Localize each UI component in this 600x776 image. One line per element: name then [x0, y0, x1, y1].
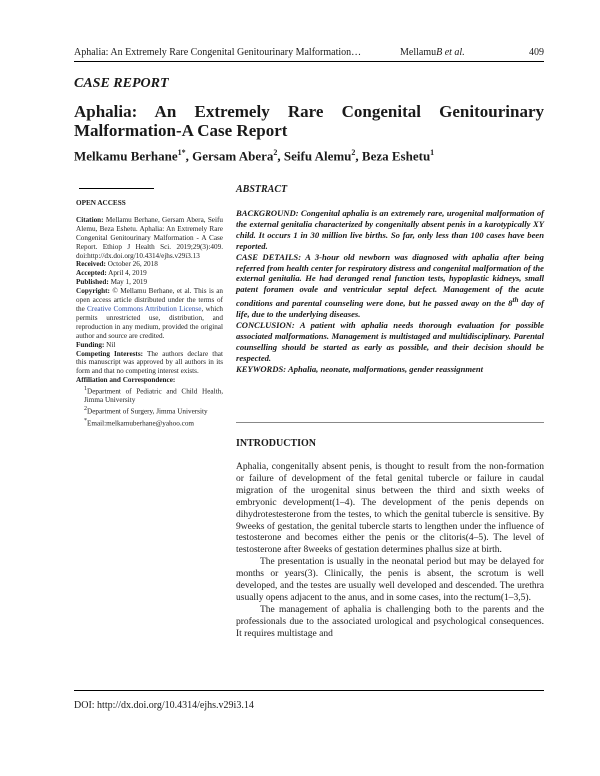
author-affiliation-mark: 1: [430, 148, 435, 157]
author-list: Melkamu Berhane$^{1*}$, Gersam Abera$^2$, Seifu Alemu$^2$, Beza Eshetu$^1$: [74, 148, 435, 164]
article-info-sidebar: [76, 199, 223, 428]
author-affiliation-mark: 2: [273, 148, 278, 157]
introduction-heading: INTRODUCTION: [236, 438, 317, 449]
paragraph: The management of aphalia is challenging both to the parents and the professionals due to the associated urological and psychological consequences. It requires multistage and: [236, 604, 544, 639]
abstract-rule: [236, 422, 544, 423]
running-title: Aphalia: An Extremely Rare Congenital Genitourinary Malformation…: [74, 47, 362, 58]
citation: Citation: Mellamu Berhane, Gersam Abera, Seifu Alemu, Beza Eshetu. Aphalia: An Extremely Rare Congenital Genitourinary Malformation - A Case Report. Ethiop J Health Sci. 2019;29(3):409. doi:http://dx.doi.org/10.4314/ejhs.v29i3.13: [76, 215, 223, 260]
author-name: Melkamu Berhane: [74, 148, 178, 164]
affiliation-item: $^2$Department of Surgery, Jimma University: [84, 406, 208, 416]
received-date: Received: October 26, 2018: [76, 260, 158, 269]
page-number: 409: [529, 47, 544, 58]
abstract-conclusion: CONCLUSION: A patient with aphalia needs thorough evaluation for possible associated malformations. Management is multistaged and multidisciplinary. Parental counselling should be started as early as possible, and their decision should be respected.: [236, 319, 544, 363]
section-label: CASE REPORT: [74, 76, 169, 91]
funding: Funding: Nil: [76, 340, 116, 349]
author-affiliation-mark: 2: [351, 148, 356, 157]
author-name: Seifu Alemu: [283, 148, 352, 164]
author-affiliation-mark: 1*: [177, 148, 186, 157]
open-access-label: OPEN ACCESS: [76, 199, 126, 207]
footer-rule: [74, 690, 544, 691]
article-title: Aphalia: An Extremely Rare Congenital Genitourinary Malformation-A Case Report: [74, 102, 544, 140]
creative-commons-link[interactable]: Creative Commons Attribution License: [87, 304, 202, 313]
abstract-keywords: KEYWORDS: Aphalia, neonate, malformations, gender reassignment: [236, 363, 484, 374]
running-authors: MellamuB et al.: [400, 47, 465, 58]
published-date: Published: May 1, 2019: [76, 278, 148, 287]
paragraph: The presentation is usually in the neonatal period but may be delayed for months or years(3). Clinically, the penis is absent, the scrotum is well developed, and the testes are usually well developed and descended. The urethra usually opens adjacent to the anus, and in some cases, into the rectum(1–3,5).: [236, 557, 544, 603]
copyright: Copyright: © Mellamu Berhane, et al. This is an open access article distributed under the terms of the Creative Commons Attribution License, which permits unrestricted use, distribution, and reproduction in any medium, provided the original author and source are credited.: [76, 287, 224, 340]
paragraph: Aphalia, congenitally absent penis, is thought to result from the non-formation or failure of development of the fetal genital tubercle or failure in caudal migration of the urogenital sinus between the third and sixth weeks of embryonic development(1–4). The development of the penis depends on dihydrotestesterone from the testes, to which the genital tubercle is sensitive. By 9weeks of gestation, the genital tubercle starts to lengthen under the influence of testosterone and becomes either the penis or the clitoris(4–5). The level of testosterone after 8weeks of gestation determines phallus size at birth.: [236, 462, 544, 556]
correspondence-email: *Email:melkamuberhane@yahoo.com: [84, 417, 195, 428]
sidebar-rule: [79, 188, 154, 189]
competing-interests: Competing Interests: The authors declare that this manuscript was approved by all authors in its form and that no competing interest exists.: [76, 349, 223, 376]
author-name: Beza Eshetu: [361, 148, 431, 164]
abstract-heading: ABSTRACT: [236, 184, 288, 195]
header-rule: [74, 61, 544, 62]
introduction-body: [236, 462, 544, 641]
accepted-date: Accepted: April 4, 2019: [76, 269, 147, 278]
doi-footer: DOI: http://dx.doi.org/10.4314/ejhs.v29i3.14: [74, 700, 254, 711]
abstract-case-details: CASE DETAILS: A 3-hour old newborn was diagnosed with aphalia after being referred from health center for respiratory distress and congenital malformation of the external genitalia. He had deranged renal function tests, hypoplastic kidneys, small patent foramen ovale and ventricular septal defect. Management of the acute conditions and parental counseling were done, but he passed away on the 8th day of life, due to the underlying diseases.: [236, 251, 544, 320]
abstract-body: [236, 208, 544, 374]
abstract-background: BACKGROUND: Congenital aphalia is an extremely rare, urogenital malformation of the external genitalia characterized by congenitally absent penis in a karotypically XY child. It occurs 1 in 30 million live births. So far, only less than 100 cases have been reported.: [236, 208, 544, 251]
affiliation-heading: Affiliation and Correspondence:: [76, 376, 176, 385]
affiliation-item: $^1$Department of Pediatric and Child Health, Jimma University: [84, 386, 223, 405]
author-name: Gersam Abera: [192, 148, 274, 164]
running-header: [74, 47, 544, 61]
